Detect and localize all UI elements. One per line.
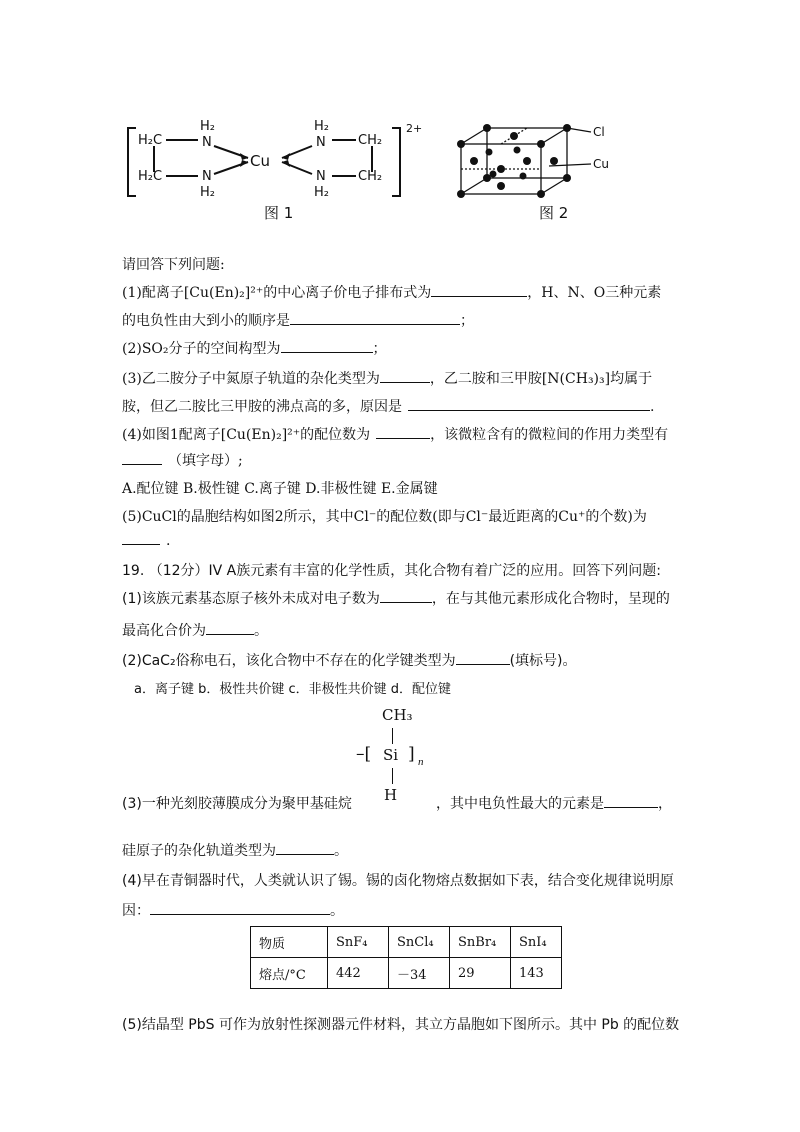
q19-s3-text-a: (3)一种光刻胶薄膜成分为聚甲基硅烷	[122, 796, 352, 812]
copper-label: Cu	[593, 157, 609, 171]
q19-s4-line2	[122, 900, 344, 920]
figure-1-label: 图 1	[264, 204, 294, 222]
q18-options: A.配位键 B.极性键 C.离子键 D.非极性键 E.金属键	[122, 481, 438, 497]
q18-p3-text-b: ，乙二胺和三甲胺[N(CH₃)₃]均属于	[429, 371, 653, 387]
table-cell: SnI₄	[511, 927, 562, 958]
q18-p2-text-b: ；	[372, 341, 387, 357]
left-top-nitrogen: N	[202, 135, 212, 150]
answer-blank[interactable]	[380, 370, 430, 383]
polymer-left-bracket: –[	[356, 744, 372, 764]
q18-p1-text-c: 的电负性由大到小的顺序是	[122, 313, 290, 329]
table-cell: －34	[389, 958, 450, 989]
polymer-h: H	[384, 786, 398, 804]
q18-part4-line1	[122, 424, 668, 444]
q18-p5-text-b: .	[166, 533, 171, 549]
q18-part1-line2	[122, 310, 474, 330]
q18-part4-line2	[122, 450, 243, 470]
q18-p3-text-c: 胺，但乙二胺比三甲胺的沸点高的多，原因是	[122, 399, 402, 415]
q19-s2	[122, 650, 577, 670]
chlorine-label: Cl	[593, 125, 605, 139]
polymer-ch3: CH₃	[382, 706, 413, 724]
q19-s2-options: a．离子键 b．极性共价键 c．非极性共价键 d．配位键	[134, 682, 452, 697]
answer-blank[interactable]	[604, 795, 658, 808]
polymethylsilane-structure	[352, 704, 442, 804]
table-cell: 143	[511, 958, 562, 989]
q19-s3-text-e: 。	[334, 843, 348, 859]
q19-s4-text-c: 。	[330, 903, 344, 919]
q19-s3-line1-right	[436, 793, 672, 813]
answer-blank[interactable]	[206, 622, 254, 635]
answer-blank[interactable]	[380, 590, 432, 603]
q19-s3-line2	[122, 840, 348, 860]
answer-blank[interactable]	[281, 340, 373, 353]
q19-s5: (5)结晶型 PbS 可作为放射性探测器元件材料，其立方晶胞如下图所示。其中 Pb 的配位数	[122, 1017, 680, 1033]
answer-blank[interactable]	[376, 426, 430, 439]
answer-blank[interactable]	[431, 284, 527, 297]
q19-s1-text-a: (1)该族元素基态原子核外未成对电子数为	[122, 591, 380, 607]
q19-s1-text-d: 。	[254, 623, 268, 639]
table-cell: SnCl₄	[389, 927, 450, 958]
melting-point-table	[250, 926, 562, 989]
answer-blank[interactable]	[276, 842, 334, 855]
q18-p4-text-b: ，该微粒含有的微粒间的作用力类型有	[430, 427, 669, 443]
q19-s4-text-b: 因：	[122, 903, 150, 919]
left-bottom-carbon: H₂C	[138, 169, 163, 184]
q18-part1-line1	[122, 282, 661, 302]
q19-s1-line1	[122, 588, 670, 608]
q19-s3-text-b: ，其中电负性最大的元素是	[436, 796, 604, 812]
table-cell: 442	[328, 958, 389, 989]
q18-p3-text-a: (3)乙二胺分子中氮原子轨道的杂化类型为	[122, 371, 380, 387]
polymer-bond-bottom	[392, 768, 393, 784]
q19-s3-text-d: 硅原子的杂化轨道类型为	[122, 843, 276, 859]
q18-part5-line2	[122, 532, 170, 549]
q18-p3-text-d: .	[650, 399, 655, 415]
answer-blank[interactable]	[150, 902, 330, 915]
q18-p4-text-c: （填字母）;	[168, 453, 243, 469]
polymer-si: Si	[383, 746, 399, 764]
right-bottom-h2: H₂	[314, 185, 329, 200]
table-cell: SnBr₄	[450, 927, 511, 958]
q19-s3-text-c: ，	[658, 796, 672, 812]
answer-blank[interactable]	[408, 398, 650, 411]
polymer-n: n	[418, 756, 424, 768]
q19-s1-text-c: 最高化合价为	[122, 623, 206, 639]
figure-2-crystal	[445, 118, 635, 228]
right-top-nitrogen: N	[316, 135, 326, 150]
table-cell: 物质	[251, 927, 328, 958]
left-bottom-h2: H₂	[200, 185, 215, 200]
left-top-h2: H₂	[200, 119, 215, 134]
figure-2-label: 图 2	[539, 204, 569, 222]
q19-s4-line1: (4)早在青铜器时代，人类就认识了锡。锡的卤化物熔点数据如下表，结合变化规律说明原	[122, 873, 674, 889]
table-header-row	[251, 927, 562, 958]
q18-part2	[122, 338, 387, 358]
q19-heading: 19. （12分）IV A族元素有丰富的化学性质，其化合物有着广泛的应用。回答下列问题:	[122, 563, 661, 579]
q19-s2-text-a: (2)CaC₂俗称电石，该化合物中不存在的化学键类型为	[122, 653, 456, 669]
q18-p4-text-a: (4)如图1配离子[Cu(En)₂]²⁺的配位数为	[122, 427, 371, 443]
q18-part5-line1	[122, 506, 647, 526]
table-cell: 29	[450, 958, 511, 989]
polymer-right-bracket: ]	[408, 744, 415, 764]
q18-p1-text-d: ；	[460, 313, 474, 329]
answer-blank[interactable]	[290, 312, 460, 325]
table-cell: 熔点/°C	[251, 958, 328, 989]
q19-s2-text-b: (填标号)。	[509, 653, 577, 669]
right-bottom-carbon: CH₂	[358, 169, 383, 184]
table-cell: SnF₄	[328, 927, 389, 958]
q18-p5-text-a: (5)CuCl的晶胞结构如图2所示，其中Cl⁻的配位数(即与Cl⁻最近距离的Cu⁺的个数)为	[122, 509, 647, 525]
copper-center: Cu	[250, 152, 270, 170]
q18-part3-line2	[122, 396, 654, 416]
answer-blank[interactable]	[122, 532, 160, 545]
right-top-h2: H₂	[314, 119, 329, 134]
table-row	[251, 958, 562, 989]
right-top-carbon: CH₂	[358, 133, 383, 148]
q18-p1-text-a: (1)配离子[Cu(En)₂]²⁺的中心离子价电子排布式为	[122, 285, 432, 301]
polymer-bond-top	[392, 728, 393, 744]
q19-s3-line1	[122, 793, 352, 813]
q18-intro: 请回答下列问题:	[122, 257, 225, 273]
left-bottom-nitrogen: N	[202, 169, 212, 184]
charge-label: 2+	[406, 122, 423, 135]
answer-blank[interactable]	[456, 652, 510, 665]
right-bottom-nitrogen: N	[316, 169, 326, 184]
q18-part3-line1	[122, 368, 652, 388]
q18-p2-text-a: (2)SO₂分子的空间构型为	[122, 341, 281, 357]
q19-s1-line2	[122, 620, 268, 640]
figure-1-complex	[118, 118, 438, 228]
q18-p1-text-b: ，H、N、O三种元素	[527, 285, 662, 301]
left-top-carbon: H₂C	[138, 133, 163, 148]
q19-s1-text-b: ，在与其他元素形成化合物时，呈现的	[431, 591, 670, 607]
answer-blank[interactable]	[122, 452, 162, 465]
